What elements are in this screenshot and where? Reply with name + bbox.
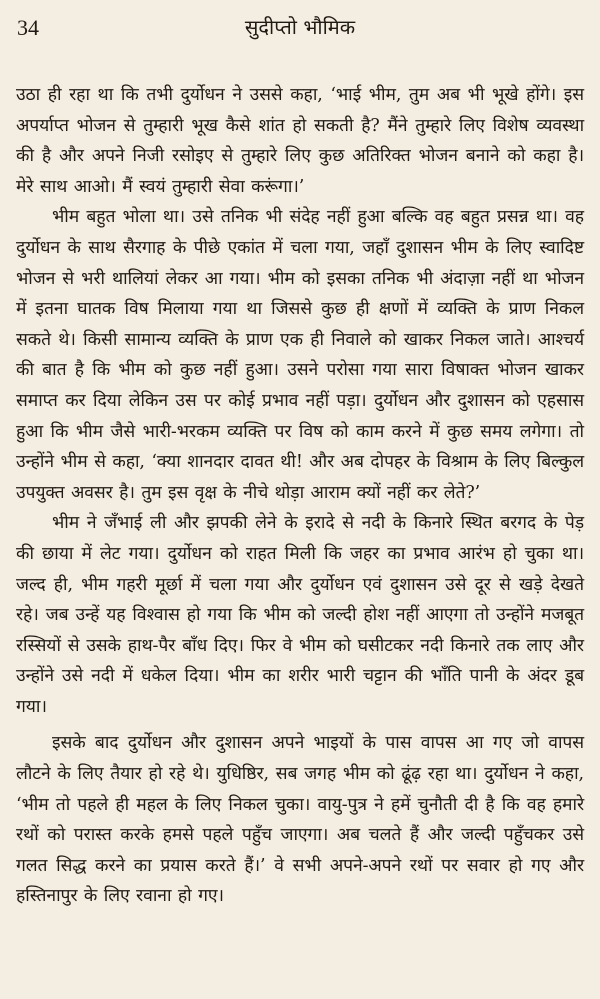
- body-text: [16, 80, 584, 912]
- page-number: 34: [17, 15, 39, 40]
- paragraph-1: उठा ही रहा था कि तभी दुर्योधन ने उससे कहा, ‘भाई भीम, तुम अब भी भूखे होंगे। इस अपर्याप्त भोजन से तुम्हारी भूख कैसे शांत हो सकती है? मैंने तुम्हारे लिए विशेष व्यवस्था की है और अपने निजी रसोइए से तुम्हारे लिए कुछ अतिरिक्त भोजन बनाने को कहा है। मेरे साथ आओ। मैं स्वयं तुम्हारी सेवा करूंगा।’: [16, 85, 584, 197]
- paragraph-4: इसके बाद दुर्योधन और दुशासन अपने भाइयों के पास वापस आ गए जो वापस लौटने के लिए तैयार हो रहे थे। युधिष्ठिर, सब जगह भीम को ढूंढ़ रहा था। दुर्योधन ने कहा, ‘भीम तो पहले ही महल के लिए निकल चुका। वायु-पुत्र ने हमें चुनौती दी है कि वह हमारे रथों को परास्त करके हमसे पहले पहुँच जाएगा। अब चलते हैं और जल्दी पहुँचकर उसे गलत सिद्ध करने का प्रयास करते हैं।’ वे सभी अपने-अपने रथों पर सवार हो गए और हस्तिनापुर के लिए रवाना हो गए।: [16, 733, 584, 907]
- page-header: [0, 8, 600, 42]
- paragraph-3: भीम ने जँभाई ली और झपकी लेने के इरादे से नदी के किनारे स्थित बरगद के पेड़ की छाया में लेट गया। दुर्योधन को राहत मिली कि जहर का प्रभाव आरंभ हो चुका था। जल्द ही, भीम गहरी मूर्छा में चला गया और दुर्योधन एवं दुशासन उसे दूर से खड़े देखते रहे। जब उन्हें यह विश्वास हो गया कि भीम को जल्दी होश नहीं आएगा तो उन्होंने मजबूत रस्सियों से उसके हाथ-पैर बाँध दिए। फिर वे भीम को घसीटकर नदी किनारे तक लाए और उन्होंने उसे नदी में धकेल दिया। भीम का शरीर भारी चट्टान की भाँति पानी के अंदर डूब गया।: [16, 513, 584, 717]
- running-title: सुदीप्तो भौमिक: [244, 15, 356, 39]
- paragraph-2: भीम बहुत भोला था। उसे तनिक भी संदेह नहीं हुआ बल्कि वह बहुत प्रसन्न था। वह दुर्योधन के साथ सैरगाह के पीछे एकांत में चला गया, जहाँ दुशासन भीम के लिए स्वादिष्ट भोजन से भरी थालियां लेकर आ गया। भीम को इसका तनिक भी अंदाज़ा नहीं था भोजन में इतना घातक विष मिलाया गया था जिससे कुछ ही क्षणों में व्यक्ति के प्राण निकल सकते थे। किसी सामान्य व्यक्ति के प्राण एक ही निवाले को खाकर निकल जाते। आश्चर्य की बात है कि भीम को कुछ नहीं हुआ। उसने परोसा गया सारा विषाक्त भोजन खाकर समाप्त कर दिया लेकिन उस पर कोई प्रभाव नहीं पड़ा। दुर्योधन और दुशासन को एहसास हुआ कि भीम जैसे भारी-भरकम व्यक्ति पर विष को काम करने में कुछ समय लगेगा। तो उन्होंने भीम से कहा, ‘क्या शानदार दावत थी! और अब दोपहर के विश्राम के लिए बिल्कुल उपयुक्त अवसर है। तुम इस वृक्ष के नीचे थोड़ा आराम क्यों नहीं कर लेते?’: [16, 207, 584, 503]
